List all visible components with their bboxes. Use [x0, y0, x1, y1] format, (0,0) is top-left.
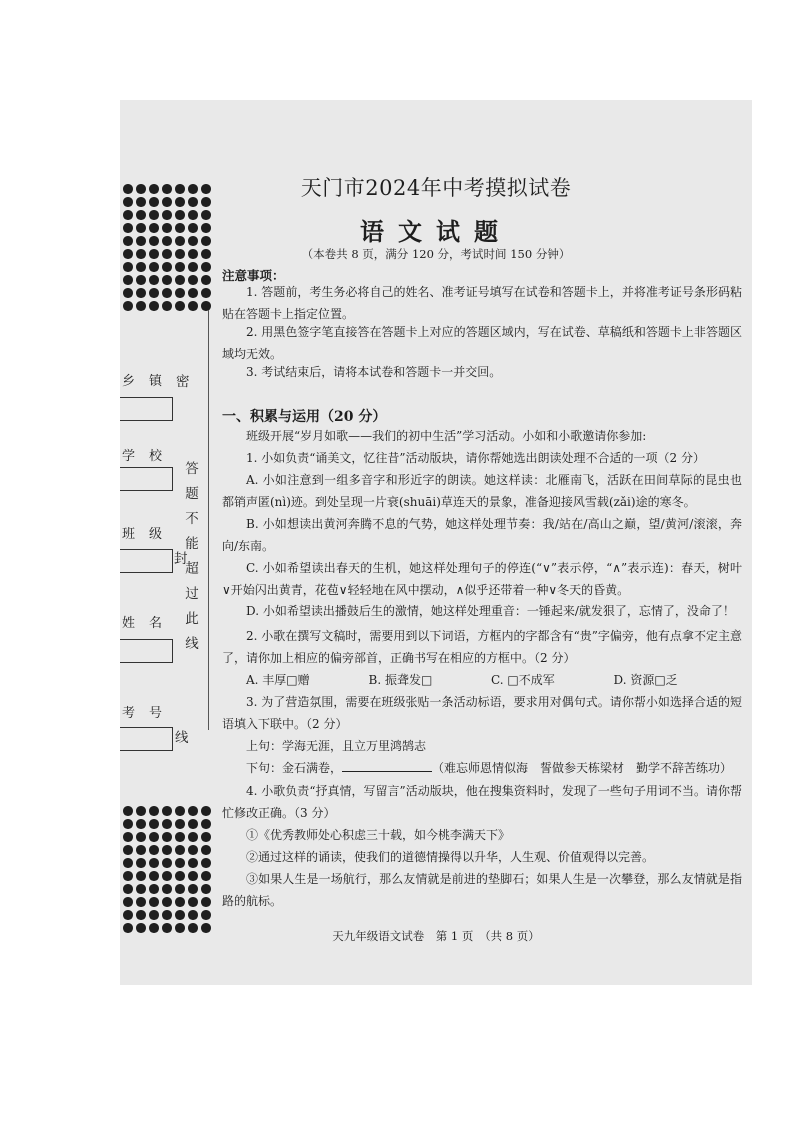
dot	[136, 275, 146, 285]
dot	[149, 275, 159, 285]
dot	[175, 858, 185, 868]
dot	[201, 897, 211, 907]
dot	[136, 301, 146, 311]
dot	[201, 884, 211, 894]
dot	[175, 262, 185, 272]
dot	[162, 262, 172, 272]
dot	[201, 819, 211, 829]
dot	[162, 275, 172, 285]
dot	[149, 845, 159, 855]
side-label-school: 学校	[122, 449, 177, 464]
dot	[162, 288, 172, 298]
q1-option-a: A. 小如注意到一组多音字和形近字的朗读。她这样读：北雁南飞，活跃在田间草际的昆虫也都销声匿(nì)迹。到处呈现一片衰(shuāi)草连天的景象，准备迎接风雪载(zǎi)途的寒冬。	[222, 473, 742, 509]
warning-char: 超	[185, 561, 199, 577]
dot	[188, 275, 198, 285]
dot	[162, 845, 172, 855]
dot	[149, 897, 159, 907]
dot	[175, 806, 185, 816]
school-box[interactable]	[120, 467, 173, 491]
dot	[123, 845, 133, 855]
dot	[149, 871, 159, 881]
q2-option-b: B. 振聋发□	[368, 673, 433, 687]
dot	[175, 884, 185, 894]
q2-option-d: D. 资源□乏	[613, 673, 678, 687]
side-label-exam-number: 考号	[122, 706, 177, 721]
dot	[123, 262, 133, 272]
dot	[188, 301, 198, 311]
dot	[201, 871, 211, 881]
q3-lower-line	[222, 758, 742, 780]
dot	[201, 845, 211, 855]
dot	[149, 262, 159, 272]
dot	[188, 806, 198, 816]
dot	[188, 897, 198, 907]
seal-mark-feng: 封	[174, 551, 188, 567]
dot	[162, 884, 172, 894]
notice-title: 注意事项：	[222, 268, 285, 283]
dot	[149, 832, 159, 842]
dot	[175, 845, 185, 855]
warning-char: 能	[185, 536, 199, 552]
dot	[201, 288, 211, 298]
dot	[123, 858, 133, 868]
seal-mark-xian: 线	[175, 730, 189, 746]
q2-option-a: A. 丰厚□赠	[246, 673, 310, 687]
dot	[175, 301, 185, 311]
section-title: 一、积累与运用（20 分）	[222, 409, 387, 425]
notice-item-2: 2. 用黑色签字笔直接答在答题卡上对应的答题区域内，写在试卷、草稿纸和答题卡上非答题区域均无效。	[222, 325, 742, 361]
township-box[interactable]	[120, 397, 173, 421]
question-3: 3. 为了营造氛围，需要在班级张贴一条活动标语，要求用对偶句式。请你帮小如选择合适的短语填入下联中。（2 分）	[222, 695, 742, 731]
dot	[175, 275, 185, 285]
dot	[175, 871, 185, 881]
q3-upper-line: 上句：学海无涯，且立万里鸿鹄志	[246, 739, 427, 753]
warning-char: 题	[185, 486, 199, 502]
dot	[188, 910, 198, 920]
side-label-class: 班级	[122, 527, 177, 542]
dot	[123, 871, 133, 881]
q4-item-1: ①《优秀教师处心积虑三十载，如今桃李满天下》	[246, 828, 511, 842]
dot	[149, 301, 159, 311]
dot	[162, 832, 172, 842]
dot	[162, 910, 172, 920]
dot	[162, 897, 172, 907]
dot-pattern-bottom	[123, 806, 211, 933]
page-footer: 天九年级语文试卷 第 1 页 （共 8 页）	[332, 929, 540, 943]
q2-option-c: C. □不成军	[491, 673, 555, 687]
q2-options	[246, 671, 736, 688]
dot	[149, 288, 159, 298]
dot	[201, 275, 211, 285]
dot	[136, 897, 146, 907]
dot	[201, 301, 211, 311]
dot	[123, 301, 133, 311]
dot	[188, 832, 198, 842]
dot	[188, 884, 198, 894]
q1-option-c: C. 小如希望读出春天的生机，她这样处理句子的停连(“∨”表示停，“∧”表示连)：春天，树叶∨开始闪出黄青，花苞∨轻轻地在风中摆动，∧似乎还带着一种∨冬天的昏黄。	[222, 561, 742, 597]
dot	[136, 832, 146, 842]
dot	[188, 819, 198, 829]
class-box[interactable]	[120, 549, 173, 573]
dot	[162, 858, 172, 868]
warning-char: 答	[185, 461, 199, 477]
question-4: 4. 小歌负责“抒真情，写留言”活动版块，他在搜集资料时，发现了一些句子用词不当。请你帮忙修改正确。（3 分）	[222, 784, 742, 820]
q1-option-d: D. 小如希望读出播鼓后生的激情，她这样处理重音：一锤起来/就发狠了，忘情了，没命了！	[246, 604, 735, 618]
q3-lower-label: 下句：金石满卷，	[246, 761, 343, 775]
dot	[175, 897, 185, 907]
dot	[149, 884, 159, 894]
dot	[188, 871, 198, 881]
notice-item-3: 3. 考试结束后，请将本试卷和答题卡一并交回。	[246, 365, 502, 379]
exam-info: （本卷共 8 页，满分 120 分，考试时间 150 分钟）	[301, 247, 571, 261]
dot	[175, 832, 185, 842]
warning-char: 线	[185, 636, 199, 652]
dot	[136, 858, 146, 868]
dot	[136, 819, 146, 829]
dot	[123, 819, 133, 829]
dot	[188, 845, 198, 855]
dot	[123, 806, 133, 816]
q1-option-b: B. 小如想读出黄河奔腾不息的气势，她这样处理节奏：我/站在/高山之巅，望/黄河/滚滚，奔向/东南。	[222, 517, 742, 553]
dot	[188, 262, 198, 272]
q4-item-3: ③如果人生是一场航行，那么友情就是前进的垫脚石；如果人生是一次攀登，那么友情就是指路的航标。	[222, 872, 742, 908]
binding-warning	[184, 457, 200, 657]
warning-char: 不	[185, 511, 199, 527]
exam-title: 天门市2024年中考摸拟试卷	[300, 176, 572, 200]
dot	[201, 858, 211, 868]
dot	[123, 288, 133, 298]
dot	[136, 910, 146, 920]
dot	[123, 897, 133, 907]
dot	[136, 845, 146, 855]
binding-line	[208, 310, 209, 730]
dot	[162, 806, 172, 816]
dot	[201, 806, 211, 816]
dot	[175, 819, 185, 829]
warning-char: 过	[185, 586, 199, 602]
q4-item-2: ②通过这样的诵读，使我们的道德情操得以升华，人生观、价值观得以完善。	[246, 850, 655, 864]
question-1: 1. 小如负责“诵美文，忆往昔”活动版块，请你帮她选出朗读处理不合适的一项（2 分）	[246, 451, 705, 465]
notice-item-1: 1. 答题前，考生务必将自己的姓名、准考证号填写在试卷和答题卡上，并将准考证号条形码粘贴在答题卡上指定位置。	[222, 285, 742, 321]
dot	[123, 910, 133, 920]
name-box[interactable]	[120, 639, 173, 663]
dot	[162, 301, 172, 311]
dot	[136, 262, 146, 272]
dot	[123, 884, 133, 894]
dot	[188, 288, 198, 298]
dot	[188, 858, 198, 868]
exam-paper	[120, 100, 752, 985]
dot	[149, 819, 159, 829]
dot	[162, 871, 172, 881]
dot	[136, 871, 146, 881]
dot	[175, 288, 185, 298]
dot	[175, 910, 185, 920]
dot	[201, 832, 211, 842]
question-2: 2. 小歌在撰写文稿时，需要用到以下词语，方框内的字都含有“贵”字偏旁，他有点拿不定主意了，请你加上相应的偏旁部首，正确书写在相应的方框中。（2 分）	[222, 629, 742, 665]
dot	[149, 806, 159, 816]
section-intro: 班级开展“岁月如歌——我们的初中生活”学习活动。小如和小歌邀请你参加:	[246, 429, 647, 443]
warning-char: 此	[185, 611, 199, 627]
dot	[149, 910, 159, 920]
dot	[136, 806, 146, 816]
q3-answer-blank[interactable]	[342, 759, 432, 772]
seal-mark-mi: 密	[176, 374, 190, 390]
dot	[136, 884, 146, 894]
exam-subject: 语文试题	[360, 217, 512, 246]
side-label-township: 乡镇	[122, 374, 177, 389]
dot	[162, 819, 172, 829]
dot	[123, 275, 133, 285]
exam-number-box[interactable]	[120, 727, 173, 751]
q3-choices: （难忘师恩情似海 誓做参天栋梁材 勤学不辞苦练功）	[432, 761, 733, 775]
dot	[123, 832, 133, 842]
dot	[201, 910, 211, 920]
dot	[149, 858, 159, 868]
dot	[136, 288, 146, 298]
side-label-name: 姓名	[122, 616, 177, 631]
dot	[201, 262, 211, 272]
